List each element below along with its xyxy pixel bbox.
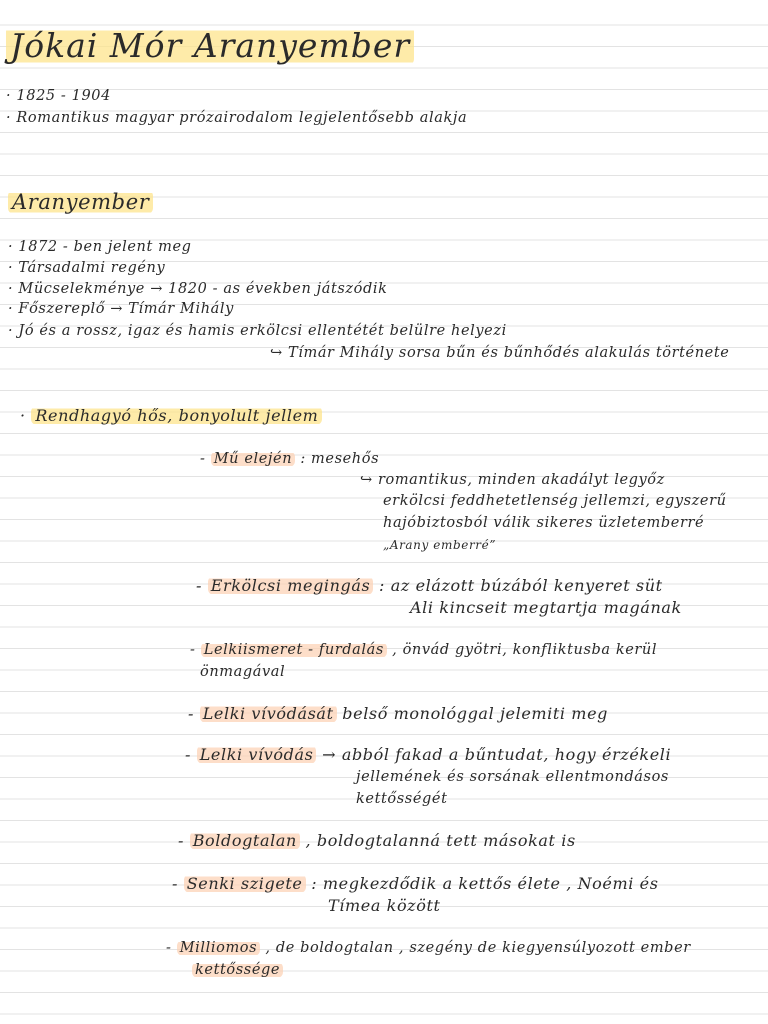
bullet-moral-conflict: · Jó és a rossz, igaz és hamis erkölcsi ellentétét belülre helyezi xyxy=(8,323,507,339)
item-inner-struggle xyxy=(185,745,671,765)
item-separator: : xyxy=(373,576,391,595)
item-nobodys-island xyxy=(172,874,659,894)
item-key: Milliomos xyxy=(177,940,260,956)
intro-bullet-significance: · Romantikus magyar prózairodalom legjelentősebb alakja xyxy=(6,110,468,126)
item-story-start-detail-2: erkölcsi feddhetetlenség jellemzi, egyszerű xyxy=(383,493,727,509)
item-dash: - xyxy=(196,576,208,595)
sub-bullet-fate: ↪ Tímár Mihály sorsa bűn és bűnhődés alakulás története xyxy=(270,345,730,361)
character-label-text: Rendhagyó hős, bonyolult jellem xyxy=(31,406,322,425)
item-text: önvád gyötri, konfliktusba kerül xyxy=(402,642,658,658)
bullet-setting: · Mücselekménye → 1820 - as években játszódik xyxy=(8,281,388,297)
item-key: Erkölcsi megingás xyxy=(208,576,374,595)
item-separator: : xyxy=(305,874,323,893)
item-moral-wavering xyxy=(196,576,663,596)
item-separator: → xyxy=(316,745,342,764)
item-key: Lelki vívódását xyxy=(200,704,337,723)
item-text: az elázott búzából kenyeret süt xyxy=(390,576,663,595)
item-millionaire xyxy=(166,939,691,957)
item-key: Senki szigete xyxy=(184,874,306,893)
item-separator: , xyxy=(386,642,403,658)
item-story-start-detail-4: „Arany emberré” xyxy=(383,538,497,552)
item-text: mesehős xyxy=(311,451,380,467)
item-separator: , xyxy=(260,940,276,956)
item-text: megkezdődik a kettős élete , Noémi és xyxy=(322,874,659,893)
item-remorse-detail: önmagával xyxy=(200,664,286,680)
item-inner-struggle-detail-2: kettősségét xyxy=(356,791,448,807)
item-dash: - xyxy=(172,874,184,893)
item-separator: , xyxy=(299,831,317,850)
item-unhappy xyxy=(178,831,576,851)
item-nobodys-island-detail: Tímea között xyxy=(328,896,441,915)
item-key: Lelki vívódás xyxy=(197,745,317,764)
page-title-text: Jókai Mór Aranyember xyxy=(6,26,414,65)
item-text: abból fakad a bűntudat, hogy érzékeli xyxy=(341,745,672,764)
item-dash: - xyxy=(185,745,197,764)
page-title xyxy=(6,26,414,66)
item-dash: - xyxy=(190,642,201,658)
item-text: belső monológgal jelemiti meg xyxy=(342,704,608,723)
item-text: boldogtalanná tett másokat is xyxy=(316,831,576,850)
item-dash: - xyxy=(200,451,211,467)
item-key: Lelkiismeret - furdalás xyxy=(201,642,387,658)
item-inner-struggle-detail-1: jellemének és sorsának ellentmondásos xyxy=(356,769,669,785)
item-remorse xyxy=(190,641,657,659)
bullet-genre: · Társadalmi regény xyxy=(8,260,166,276)
item-millionaire-detail xyxy=(192,961,283,979)
bullet-published: · 1872 - ben jelent meg xyxy=(8,239,192,255)
character-label-prefix: · xyxy=(20,406,32,425)
character-label xyxy=(20,406,322,426)
item-dash: - xyxy=(166,940,177,956)
item-story-start-detail-3: hajóbiztosból válik sikeres üzletemberré xyxy=(383,515,705,531)
section-heading xyxy=(8,188,153,216)
section-heading-text: Aranyember xyxy=(8,190,153,214)
bullet-protagonist: · Főszereplő → Tímár Mihály xyxy=(8,301,234,317)
item-text: de boldogtalan , szegény de kiegyensúlyozott ember xyxy=(275,940,691,956)
item-key: Mű elején xyxy=(211,451,295,467)
item-moral-wavering-detail: Ali kincseit megtartja magának xyxy=(410,598,682,617)
item-story-start-detail-1: ↪ romantikus, minden akadályt legyőz xyxy=(360,472,665,488)
item-inner-struggle-monologue xyxy=(188,704,608,724)
item-millionaire-detail-text: kettőssége xyxy=(192,962,283,978)
item-key: Boldogtalan xyxy=(190,831,300,850)
item-dash: - xyxy=(188,704,200,723)
item-story-start xyxy=(200,450,379,468)
item-dash: - xyxy=(178,831,190,850)
intro-bullet-years: · 1825 - 1904 xyxy=(6,88,111,104)
item-separator: : xyxy=(295,451,312,467)
